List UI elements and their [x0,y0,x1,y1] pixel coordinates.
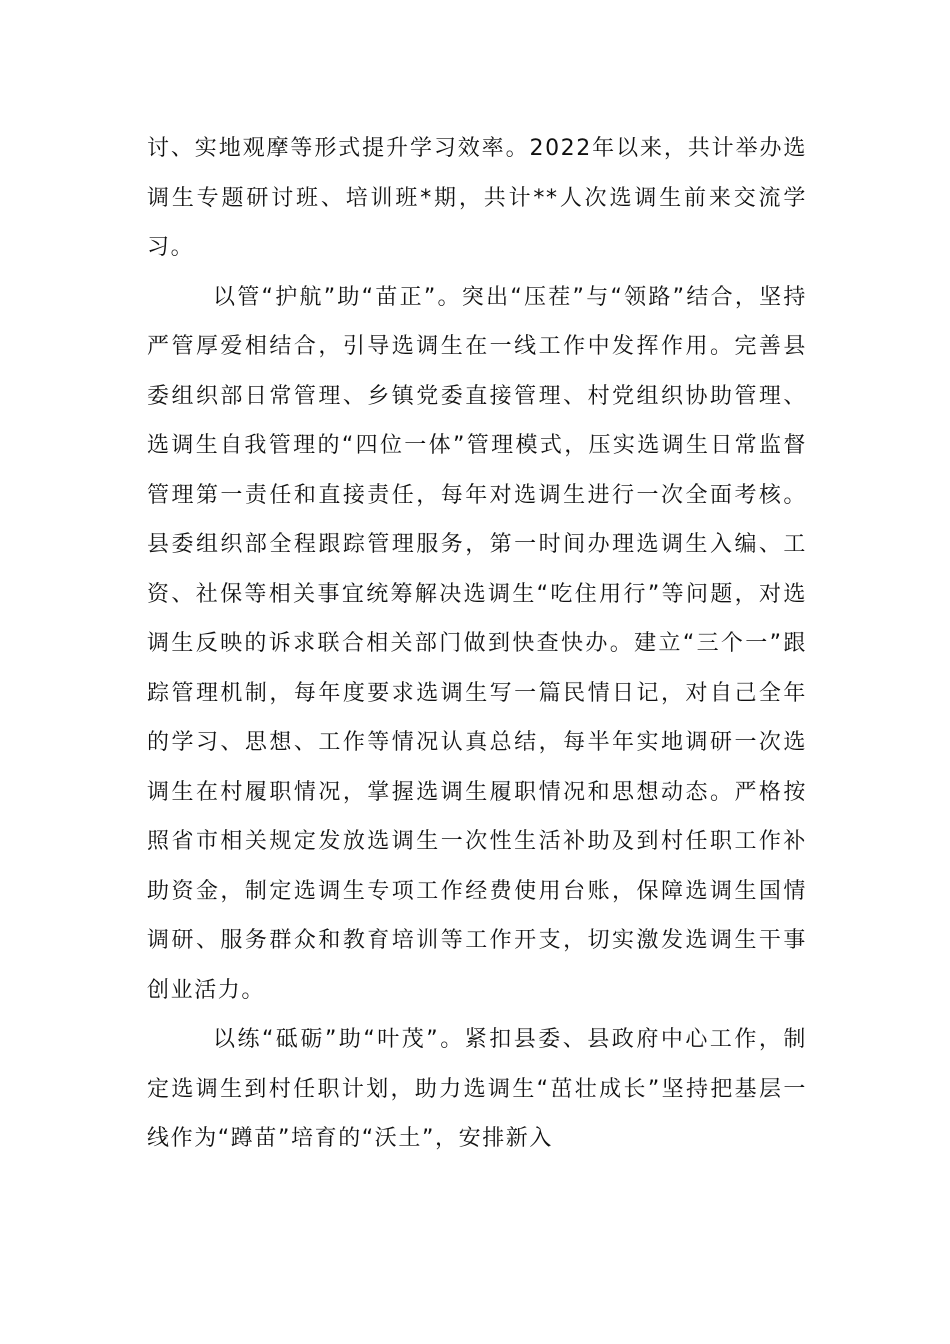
paragraph-training: 以练“砥砺”助“叶茂”。紧扣县委、县政府中心工作，制定选调生到村任职计划，助力选调生“茁壮成长”坚持把基层一线作为“蹲苗”培育的“沃土”，安排新入 [147,1027,807,1151]
paragraph-management: 以管“护航”助“苗正”。突出“压茬”与“领路”结合，坚持严管厚爱相结合，引导选调生在一线工作中发挥作用。完善县委组织部日常管理、乡镇党委直接管理、村党组织协助管理、选调生自我管理的“四位一体”管理模式，压实选调生日常监督管理第一责任和直接责任，每年对选调生进行一次全面考核。县委组织部全程跟踪管理服务，第一时间办理选调生入编、工资、社保等相关事宜统筹解决选调生“吃住用行”等问题，对选调生反映的诉求联合相关部门做到快查快办。建立“三个一”跟踪管理机制，每年度要求选调生写一篇民情日记，对自己全年的学习、思想、工作等情况认真总结，每半年实地调研一次选调生在村履职情况，掌握选调生履职情况和思想动态。严格按照省市相关规定发放选调生一次性生活补助及到村任职工作补助资金，制定选调生专项工作经费使用台账，保障选调生国情调研、服务群众和教育培训等工作开支，切实激发选调生干事创业活力。 [147,284,807,1003]
document-body [147,124,807,1164]
paragraph-continuation: 讨、实地观摩等形式提升学习效率。2022年以来，共计举办选调生专题研讨班、培训班*期，共计**人次选调生前来交流学习。 [147,136,807,260]
